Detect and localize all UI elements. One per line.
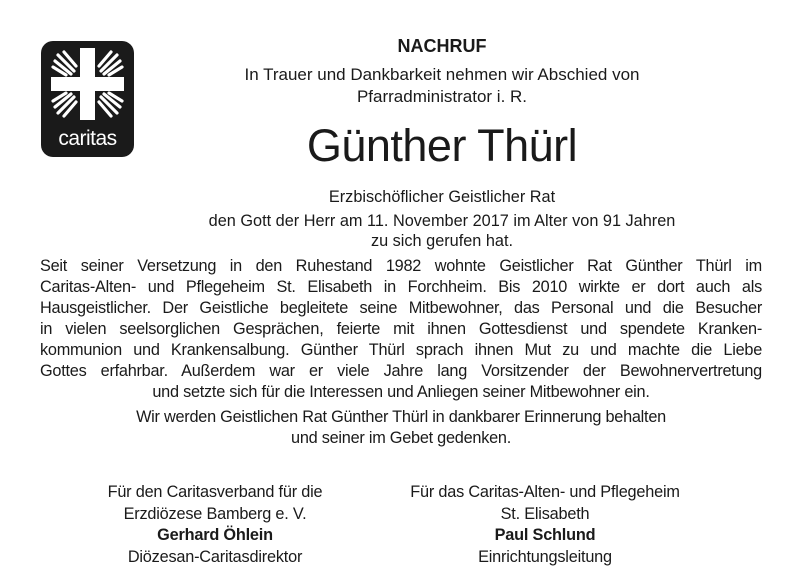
body-line: kommunion und Krankensalbung. Günther Thürl sprach ihnen Mut zu und machte die Liebe <box>40 341 762 359</box>
closing-line: Wir werden Geistlichen Rat Günther Thürl in dankbarer Erinnerung behalten <box>136 408 666 426</box>
signature-org: Erzdiözese Bamberg e. V. <box>123 504 307 523</box>
body-line: in vielen seelsorglichen Gesprächen, feierte mit ihnen Gottesdienst und spendete Kranken- <box>40 320 762 338</box>
signature-role: Diözesan-Caritasdirektor <box>127 547 303 566</box>
signature-pflegeheim <box>380 482 710 567</box>
logo-text: caritas <box>58 127 117 150</box>
signature-caritasverband <box>50 482 380 567</box>
obituary-body <box>40 256 762 449</box>
signature-name: Gerhard Öhlein <box>157 526 273 544</box>
body-line: und setzte sich für die Interessen und Anliegen seiner Mitbewohner ein. <box>152 383 650 401</box>
death-line: zu sich gerufen hat. <box>370 232 514 250</box>
death-line: den Gott der Herr am 11. November 2017 im Alter von 91 Jahren <box>208 212 676 230</box>
caritas-logo <box>41 41 134 157</box>
caritas-cross-icon <box>41 41 134 131</box>
deceased-name: Günther Thürl <box>306 120 578 171</box>
intro-line: Pfarradministrator i. R. <box>356 87 528 106</box>
body-line: Seit seiner Versetzung in den Ruhestand 1982 wohnte Geistlicher Rat Günther Thürl im <box>40 257 762 275</box>
body-line: Gottes erfahrbar. Außerdem war er viele Jahre lang Vorsitzender der Bewohnervertretung <box>40 362 762 380</box>
intro-line: In Trauer und Dankbarkeit nehmen wir Abschied von <box>244 65 640 84</box>
signature-role: Einrichtungsleitung <box>478 547 612 566</box>
signature-org: Für den Caritasverband für die <box>107 483 323 501</box>
signature-org: St. Elisabeth <box>500 504 590 523</box>
body-line: Hausgeistlicher. Der Geistliche begleitete seine Mitbewohner, das Personal und die Besucher <box>40 299 762 317</box>
body-line: Caritas-Alten- und Pflegeheim St. Elisabeth in Forchheim. Bis 2010 wirkte er dort auch als <box>40 278 762 296</box>
signature-name: Paul Schlund <box>494 526 596 544</box>
closing-line: und seiner im Gebet gedenken. <box>291 429 511 447</box>
notice-title: NACHRUF <box>397 36 487 56</box>
deceased-rank: Erzbischöflicher Geistlicher Rat <box>328 188 556 206</box>
signature-org: Für das Caritas-Alten- und Pflegeheim <box>410 483 680 501</box>
